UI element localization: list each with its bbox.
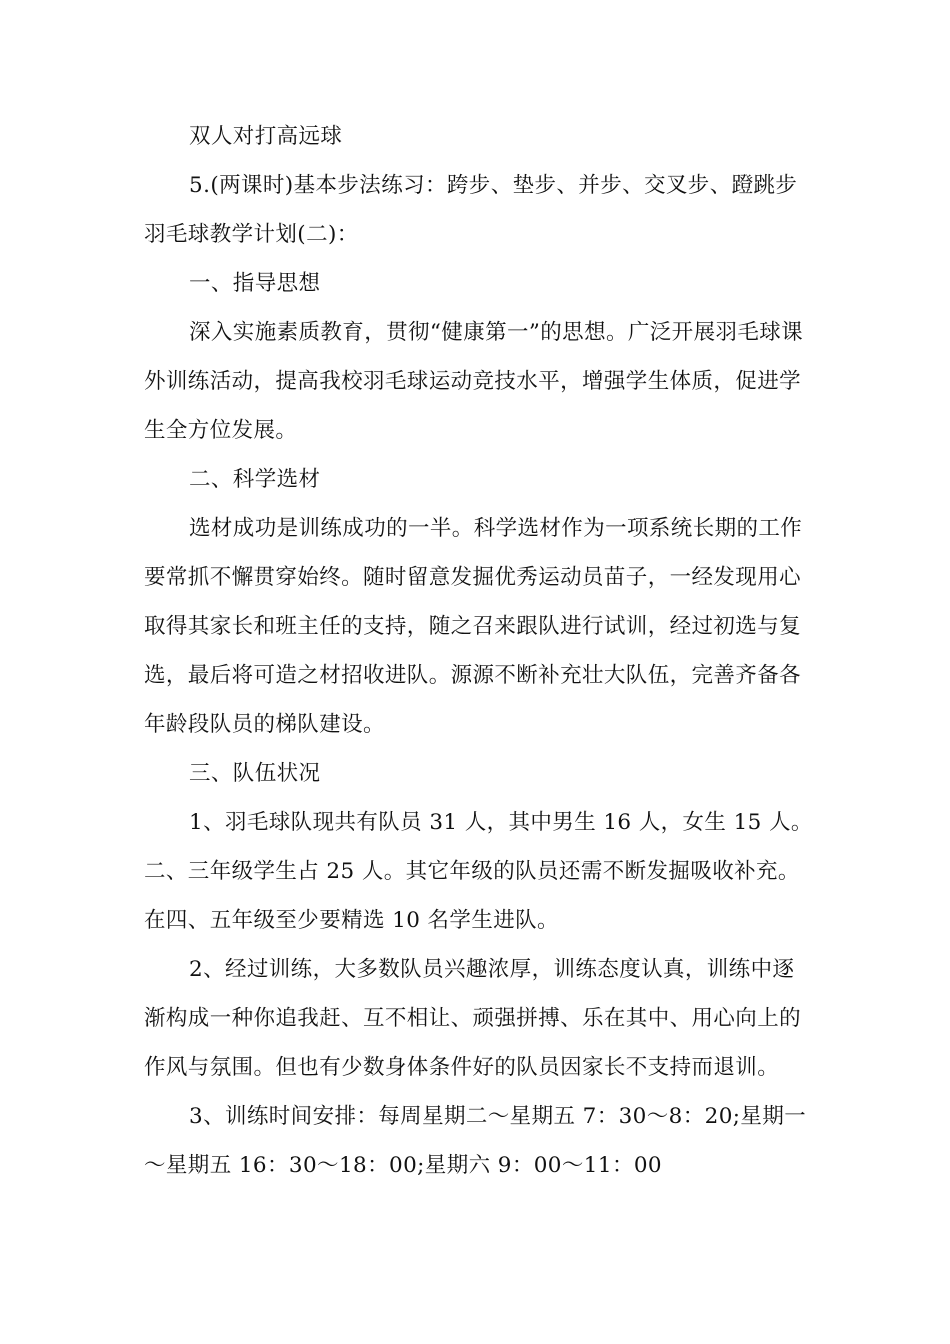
document-body <box>144 112 814 1190</box>
paragraph-drill-line: 双人对打高远球 <box>189 124 343 149</box>
paragraph-team-size: 1、羽毛球队现共有队员 31 人，其中男生 16 人，女生 15 人。二、三年级学生占 25 人。其它年级的队员还需不断发掘吸收补充。在四、五年级至少要精选 10 名学生进队。 <box>144 810 813 933</box>
paragraph-footwork-line: 5.(两课时)基本步法练习：跨步、垫步、并步、交叉步、蹬跳步 <box>189 173 798 198</box>
plan-title: 羽毛球教学计划(二)： <box>144 222 359 247</box>
section-heading-team-status: 三、队伍状况 <box>189 761 321 786</box>
paragraph-training-attitude: 2、经过训练，大多数队员兴趣浓厚，训练态度认真，训练中逐渐构成一种你追我赶、互不相让、顽强拼搏、乐在其中、用心向上的作风与氛围。但也有少数身体条件好的队员因家长不支持而退训。 <box>144 957 802 1080</box>
paragraph-guiding-idea: 深入实施素质教育，贯彻“健康第一”的思想。广泛开展羽毛球课外训练活动，提高我校羽毛球运动竞技水平，增强学生体质，促进学生全方位发展。 <box>144 320 804 443</box>
paragraph-training-schedule: 3、训练时间安排：每周星期二～星期五 7：30～8：20;星期一～星期五 16：30～18：00;星期六 9：00～11：00 <box>144 1104 807 1178</box>
section-heading-selection: 二、科学选材 <box>189 467 321 492</box>
section-heading-guiding-idea: 一、指导思想 <box>189 271 321 296</box>
paragraph-selection: 选材成功是训练成功的一半。科学选材作为一项系统长期的工作要常抓不懈贯穿始终。随时留意发掘优秀运动员苗子，一经发现用心取得其家长和班主任的支持，随之召来跟队进行试训，经过初选与复选，最后将可造之材招收进队。源源不断补充壮大队伍，完善齐备各年龄段队员的梯队建设。 <box>144 516 803 737</box>
